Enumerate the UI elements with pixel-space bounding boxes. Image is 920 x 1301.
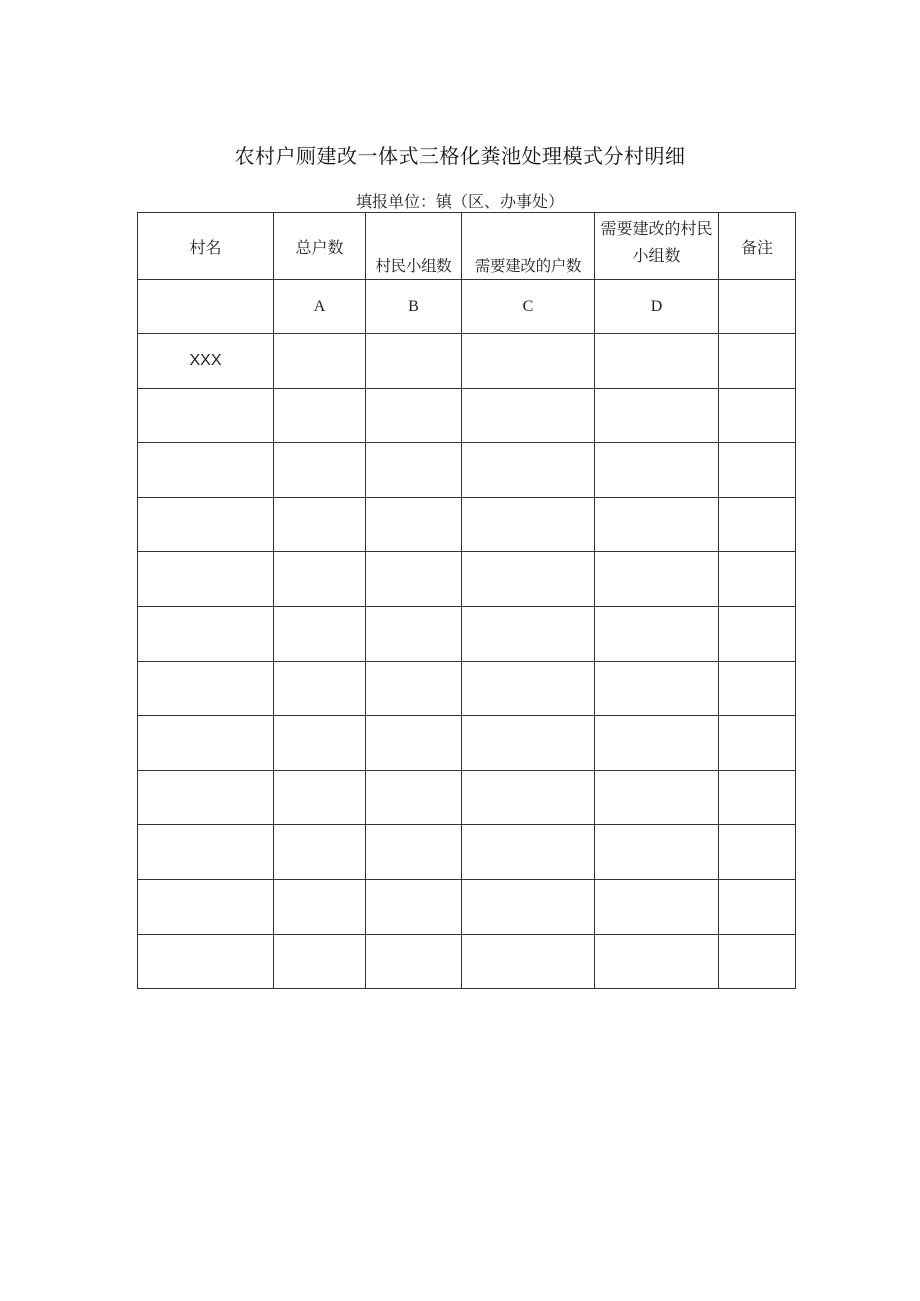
households-to-rebuild-cell: [462, 497, 595, 552]
code-cell: [138, 280, 274, 334]
remarks-cell: [719, 443, 796, 498]
table-row: [138, 497, 796, 552]
remarks-cell: [719, 934, 796, 989]
code-cell: C: [462, 280, 595, 334]
table-row: [138, 388, 796, 443]
remarks-cell: [719, 825, 796, 880]
villager-groups-cell: [366, 716, 462, 771]
groups-to-rebuild-cell: [595, 934, 719, 989]
groups-to-rebuild-cell: [595, 661, 719, 716]
remarks-cell: [719, 606, 796, 661]
village-name-cell: [138, 497, 274, 552]
villager-groups-cell: [366, 388, 462, 443]
groups-to-rebuild-cell: [595, 825, 719, 880]
code-cell: B: [366, 280, 462, 334]
groups-to-rebuild-cell: [595, 443, 719, 498]
total-households-cell: [274, 661, 366, 716]
village-name-cell: [138, 388, 274, 443]
table-row: [138, 770, 796, 825]
villager-groups-cell: [366, 661, 462, 716]
remarks-cell: [719, 770, 796, 825]
table-row: [138, 606, 796, 661]
table-row: [138, 552, 796, 607]
village-detail-table: [137, 212, 796, 989]
villager-groups-cell: [366, 552, 462, 607]
villager-groups-cell: [366, 443, 462, 498]
households-to-rebuild-cell: [462, 825, 595, 880]
total-households-cell: [274, 716, 366, 771]
remarks-cell: [719, 661, 796, 716]
groups-to-rebuild-cell: [595, 552, 719, 607]
remarks-cell: [719, 497, 796, 552]
households-to-rebuild-cell: [462, 606, 595, 661]
code-cell: D: [595, 280, 719, 334]
village-name-cell: [138, 934, 274, 989]
remarks-cell: [719, 716, 796, 771]
villager-groups-cell: [366, 497, 462, 552]
village-name-cell: [138, 770, 274, 825]
total-households-cell: [274, 388, 366, 443]
table-row: [138, 716, 796, 771]
header-village-name: 村名: [138, 213, 274, 280]
village-name-cell: [138, 443, 274, 498]
households-to-rebuild-cell: [462, 770, 595, 825]
village-name-cell: [138, 552, 274, 607]
households-to-rebuild-cell: [462, 879, 595, 934]
remarks-cell: [719, 552, 796, 607]
village-name-cell: [138, 606, 274, 661]
remarks-cell: [719, 879, 796, 934]
header-households-to-rebuild: 需要建改的户数: [462, 213, 595, 280]
total-households-cell: [274, 879, 366, 934]
remarks-cell: [719, 388, 796, 443]
groups-to-rebuild-cell: [595, 606, 719, 661]
column-code-row: [138, 280, 796, 334]
groups-to-rebuild-cell: [595, 716, 719, 771]
households-to-rebuild-cell: [462, 388, 595, 443]
table-row: [138, 334, 796, 389]
villager-groups-cell: [366, 334, 462, 389]
village-name-cell: XXX: [138, 334, 274, 389]
villager-groups-cell: [366, 879, 462, 934]
table-row: [138, 661, 796, 716]
villager-groups-cell: [366, 770, 462, 825]
reporting-unit-line: [0, 189, 920, 212]
households-to-rebuild-cell: [462, 661, 595, 716]
table-row: [138, 879, 796, 934]
villager-groups-cell: [366, 934, 462, 989]
groups-to-rebuild-cell: [595, 879, 719, 934]
header-remarks: 备注: [719, 213, 796, 280]
villager-groups-cell: [366, 825, 462, 880]
households-to-rebuild-cell: [462, 934, 595, 989]
code-cell: [719, 280, 796, 334]
households-to-rebuild-cell: [462, 443, 595, 498]
header-groups-to-rebuild: 需要建改的村民小组数: [595, 213, 719, 280]
households-to-rebuild-cell: [462, 716, 595, 771]
header-villager-groups: 村民小组数: [366, 213, 462, 280]
document-title: 农村户厕建改一体式三格化粪池处理模式分村明细: [234, 144, 686, 168]
households-to-rebuild-cell: [462, 552, 595, 607]
village-name-cell: [138, 661, 274, 716]
table-row: [138, 825, 796, 880]
table-row: [138, 934, 796, 989]
households-to-rebuild-cell: [462, 334, 595, 389]
total-households-cell: [274, 443, 366, 498]
reporting-unit-value: 镇（区、办事处）: [436, 192, 565, 211]
village-name-cell: [138, 716, 274, 771]
total-households-cell: [274, 770, 366, 825]
total-households-cell: [274, 334, 366, 389]
table-row: [138, 443, 796, 498]
total-households-cell: [274, 934, 366, 989]
groups-to-rebuild-cell: [595, 497, 719, 552]
villager-groups-cell: [366, 606, 462, 661]
header-total-households: 总户数: [274, 213, 366, 280]
village-name-cell: [138, 879, 274, 934]
reporting-unit-label: 填报单位：: [355, 192, 436, 211]
groups-to-rebuild-cell: [595, 770, 719, 825]
code-cell: A: [274, 280, 366, 334]
total-households-cell: [274, 825, 366, 880]
total-households-cell: [274, 606, 366, 661]
village-name-cell: [138, 825, 274, 880]
total-households-cell: [274, 497, 366, 552]
remarks-cell: [719, 334, 796, 389]
groups-to-rebuild-cell: [595, 334, 719, 389]
table-body: [138, 334, 796, 989]
groups-to-rebuild-cell: [595, 388, 719, 443]
total-households-cell: [274, 552, 366, 607]
table-header-row: [138, 213, 796, 280]
